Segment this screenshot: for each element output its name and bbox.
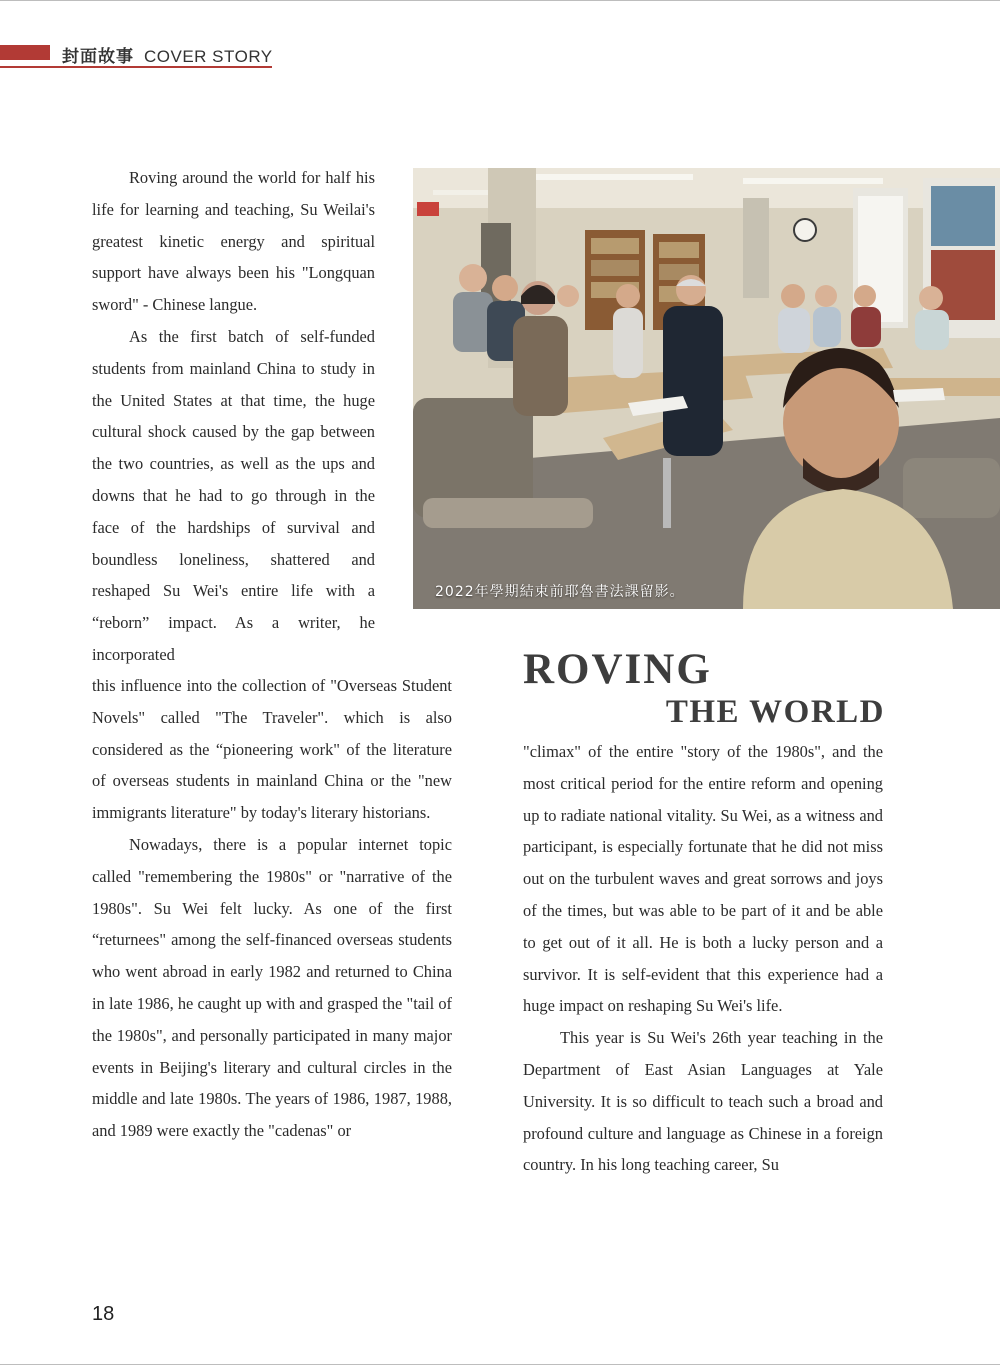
section-header <box>0 42 272 68</box>
paragraph-continued: this influence into the collection of "Overseas Student Novels" called "The Traveler". which is also considered as the “pioneering work" of the literature of overseas students in mainland China or the "new immigrants literature" by today's literary historians. <box>92 676 452 823</box>
paragraph: This year is Su Wei's 26th year teaching in the Department of East Asian Languages at Yale University. It is so difficult to teach such a broad and profound culture and language as Chinese in a foreign country. In his long teaching career, Su <box>523 1028 883 1175</box>
section-title <box>62 42 273 67</box>
paragraph: Nowadays, there is a popular internet topic called "remembering the 1980s" or "narrative of the 1980s". Su Wei felt lucky. As one of the first “returnees" among the self-financed overseas students who went abroad in early 1982 and returned to China in late 1986, he caught up with and grasped the "tail of the 1980s", and personally participated in many major events in Beijing's literary and cultural circles in the middle and late 1980s. The years of 1986, 1987, 1988, and 1989 were exactly the "cadenas" or <box>92 834 452 1141</box>
article-column-left-bottom <box>92 670 452 1147</box>
section-accent-bar <box>0 45 50 60</box>
photo-caption: 2022年學期結束前耶魯書法課留影。 <box>435 584 685 600</box>
section-title-zh: 封面故事 <box>62 47 134 66</box>
article-headline <box>523 648 885 732</box>
class-photo <box>413 168 1000 609</box>
paragraph: Roving around the world for half his life for learning and teaching, Su Weilai's greatest kinetic energy and spiritual support have always been his "Longquan sword" - Chinese langue. <box>92 168 375 315</box>
top-border-line <box>0 0 1000 1</box>
article-column-right <box>523 736 883 1181</box>
section-title-en: COVER STORY <box>144 47 273 66</box>
paragraph-continued: "climax" of the entire "story of the 1980s", and the most critical period for the entire reform and opening up to radiate national vitality. Su Wei, as a witness and participant, is especially fortunate that he did not miss out on the turbulent waves and great sorrows and joys of the times, but was able to be part of it and be able to get out of it all. He is both a lucky person and a survivor. It is self-evident that this experience had a huge impact on reshaping Su Wei's life. <box>523 742 883 1016</box>
article-column-left-top <box>92 162 375 671</box>
class-photo-illustration <box>413 168 1000 609</box>
section-underline <box>0 66 272 68</box>
page-number: 18 <box>92 1303 115 1325</box>
headline-line-1: ROVING <box>523 646 712 693</box>
paragraph: As the first batch of self-funded students from mainland China to study in the United States at that time, the huge cultural shock caused by the gap between the two countries, as well as the ups and downs that he had to go through in the face of the hardships of survival and boundless loneliness, shattered and reshaped Su Wei's entire life with a “reborn” impact. As a writer, he incorporated <box>92 326 375 664</box>
headline-line-2: THE WORLD <box>665 694 885 730</box>
